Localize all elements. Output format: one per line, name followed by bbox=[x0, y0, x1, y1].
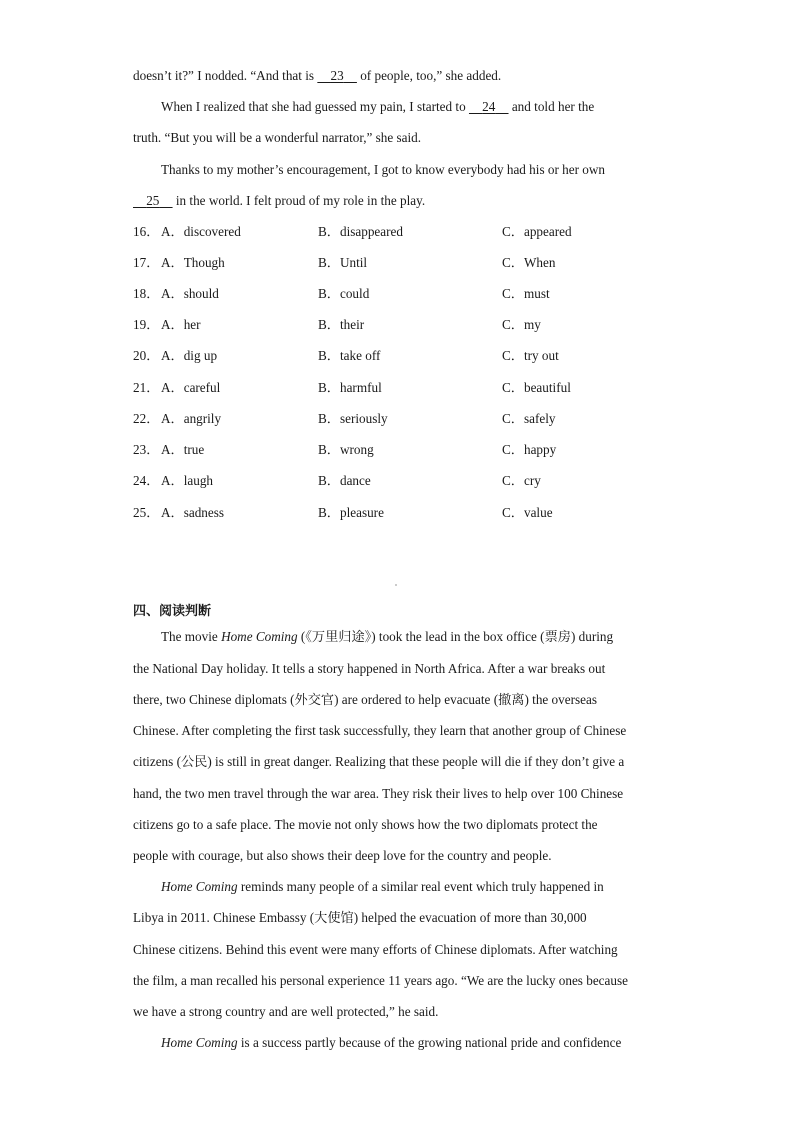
option-a: A．laugh bbox=[161, 473, 214, 488]
option-a: A．true bbox=[161, 442, 205, 457]
question-number: 17． bbox=[133, 255, 160, 270]
option-c: C．cry bbox=[502, 473, 541, 488]
reading-p2-line-4: the film, a man recalled his personal experience 11 years ago. “We are the lucky ones because bbox=[133, 973, 628, 988]
question-row-18 bbox=[133, 285, 693, 303]
blank-23: 23 bbox=[330, 68, 344, 83]
reading-p1-line-3: there, two Chinese diplomats (外交官) are ordered to help evacuate (撤离) the overseas bbox=[133, 692, 597, 707]
option-b: B．wrong bbox=[318, 442, 374, 457]
passage-line-4: Thanks to my mother’s encouragement, I got to know everybody had his or her own bbox=[161, 162, 606, 177]
option-c: C．try out bbox=[502, 348, 559, 363]
blank-25: 25 bbox=[146, 193, 160, 208]
question-number: 19． bbox=[133, 317, 160, 332]
question-number: 18． bbox=[133, 286, 160, 301]
question-number: 24． bbox=[133, 473, 160, 488]
option-c: C．beautiful bbox=[502, 380, 571, 395]
reading-p1-line-8: people with courage, but also shows their deep love for the country and people. bbox=[133, 848, 552, 863]
option-c: C．safely bbox=[502, 411, 556, 426]
movie-title: Home Coming bbox=[161, 1035, 238, 1050]
movie-title: Home Coming bbox=[161, 879, 238, 894]
option-b: B．disappeared bbox=[318, 224, 403, 239]
reading-p1-line-5: citizens (公民) is still in great danger. Realizing that these people will die if they don’t give a bbox=[133, 754, 625, 769]
option-a: A．her bbox=[161, 317, 201, 332]
option-a: A．Though bbox=[161, 255, 225, 270]
question-row-25 bbox=[133, 504, 693, 522]
question-number: 22． bbox=[133, 411, 160, 426]
reading-p1-line-6: hand, the two men travel through the war area. They risk their lives to help over 100 Chinese bbox=[133, 786, 624, 801]
question-row-16 bbox=[133, 223, 693, 241]
reading-p1-line-7: citizens go to a safe place. The movie not only shows how the two diplomats protect the bbox=[133, 817, 598, 832]
passage-line-2: When I realized that she had guessed my pain, I started to 24 and told her the bbox=[161, 99, 595, 114]
option-b: B．dance bbox=[318, 473, 371, 488]
question-number: 20． bbox=[133, 348, 160, 363]
option-b: B．take off bbox=[318, 348, 381, 363]
option-a: A．should bbox=[161, 286, 219, 301]
movie-title: Home Coming bbox=[221, 629, 298, 644]
question-row-21 bbox=[133, 379, 693, 397]
option-b: B．seriously bbox=[318, 411, 388, 426]
option-c: C．my bbox=[502, 317, 541, 332]
reading-p1-line-4: Chinese. After completing the first task successfully, they learn that another group of Chinese bbox=[133, 723, 627, 738]
option-b: B．their bbox=[318, 317, 365, 332]
question-number: 21． bbox=[133, 380, 160, 395]
option-c: C．When bbox=[502, 255, 556, 270]
option-a: A．dig up bbox=[161, 348, 218, 363]
question-row-19 bbox=[133, 316, 693, 334]
question-row-23 bbox=[133, 441, 693, 459]
question-number: 25． bbox=[133, 505, 160, 520]
question-row-17 bbox=[133, 254, 693, 272]
reading-p1-line-1: The movie Home Coming (《万里归途》) took the lead in the box office (票房) during bbox=[161, 629, 614, 644]
reading-p3-line-1: Home Coming is a success partly because of the growing national pride and confidence bbox=[161, 1035, 622, 1050]
option-b: B．pleasure bbox=[318, 505, 384, 520]
option-b: B．Until bbox=[318, 255, 368, 270]
question-number: 23． bbox=[133, 442, 160, 457]
option-c: C．happy bbox=[502, 442, 557, 457]
option-b: B．could bbox=[318, 286, 370, 301]
option-a: A．discovered bbox=[161, 224, 241, 239]
option-c: C．value bbox=[502, 505, 553, 520]
reading-p2-line-5: we have a strong country and are well protected,” he said. bbox=[133, 1004, 439, 1019]
reading-p2-line-2: Libya in 2011. Chinese Embassy (大使馆) helped the evacuation of more than 30,000 bbox=[133, 910, 587, 925]
scan-speck bbox=[395, 584, 397, 586]
option-c: C．appeared bbox=[502, 224, 572, 239]
question-row-20 bbox=[133, 347, 693, 365]
section-heading: 四、阅读判断 bbox=[133, 604, 212, 619]
passage-line-5: 25 in the world. I felt proud of my role in the play. bbox=[133, 192, 425, 210]
option-a: A．careful bbox=[161, 380, 221, 395]
blank-24: 24 bbox=[482, 99, 496, 114]
option-c: C．must bbox=[502, 286, 550, 301]
question-row-24 bbox=[133, 472, 693, 490]
question-row-22 bbox=[133, 410, 693, 428]
option-b: B．harmful bbox=[318, 380, 382, 395]
reading-p2-line-3: Chinese citizens. Behind this event were many efforts of Chinese diplomats. After watching bbox=[133, 942, 618, 957]
option-a: A．angrily bbox=[161, 411, 222, 426]
reading-p2-line-1: Home Coming reminds many people of a similar real event which truly happened in bbox=[161, 879, 604, 894]
reading-p1-line-2: the National Day holiday. It tells a story happened in North Africa. After a war breaks out bbox=[133, 661, 606, 676]
option-a: A．sadness bbox=[161, 505, 225, 520]
passage-line-3: truth. “But you will be a wonderful narrator,” she said. bbox=[133, 130, 422, 145]
passage-line-1: doesn’t it?” I nodded. “And that is 23 of people, too,” she added. bbox=[133, 68, 502, 83]
question-number: 16． bbox=[133, 224, 160, 239]
